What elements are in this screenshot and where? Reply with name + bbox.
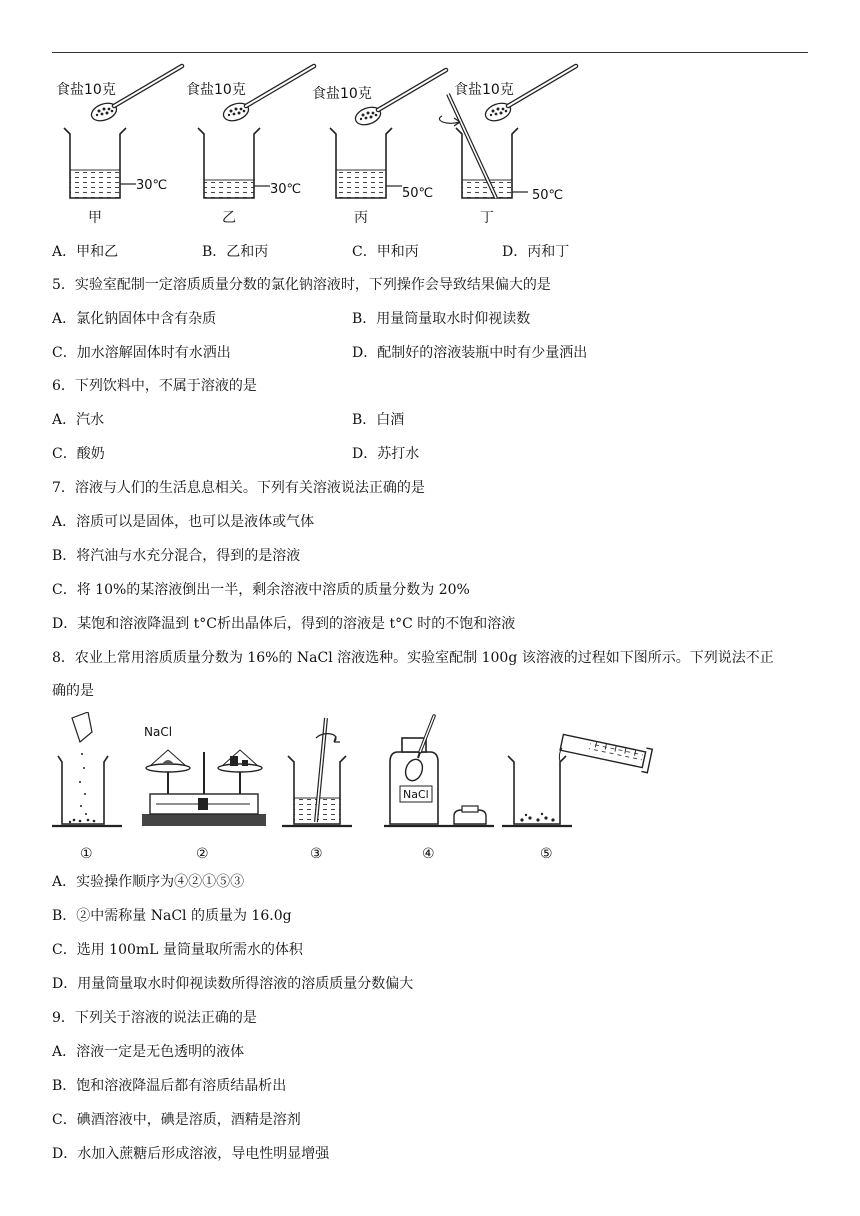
q6-option-c: C．酸奶 — [52, 446, 105, 462]
step5-pour-water — [502, 731, 652, 826]
q8-option-b: B．②中需称量 NaCl 的质量为 16.0g — [52, 908, 292, 924]
q8-stem-line2: 确的是 — [52, 683, 94, 699]
q6-option-d: D．苏打水 — [352, 446, 420, 462]
step-label: ⑤ — [540, 846, 553, 862]
q4-option-c: C．甲和丙 — [352, 244, 419, 260]
salt-label: 食盐10克 — [186, 82, 246, 98]
q5-option-c: C．加水溶解固体时有水洒出 — [52, 345, 231, 361]
q9-option-c: C．碘酒溶液中，碘是溶质，酒精是溶剂 — [52, 1112, 301, 1128]
salt-label: 食盐10克 — [56, 82, 116, 98]
q6-stem: 6．下列饮料中，不属于溶液的是 — [52, 378, 257, 394]
salt-label: 食盐10克 — [312, 86, 372, 102]
beaker-label: 甲 — [88, 210, 102, 226]
beaker-label: 丁 — [480, 210, 494, 226]
q4-option-a: A．甲和乙 — [52, 244, 119, 260]
nacl-procedure-figure — [50, 712, 660, 864]
q4-option-b: B．乙和丙 — [202, 244, 269, 260]
temp-label: 50℃ — [532, 188, 564, 203]
q9-stem: 9．下列关于溶液的说法正确的是 — [52, 1010, 257, 1026]
q6-option-a: A．汽水 — [52, 412, 105, 428]
q6-option-b: B．白酒 — [352, 412, 405, 428]
beaker-label: 乙 — [222, 210, 236, 226]
q5-option-b: B．用量筒量取水时仰视读数 — [352, 311, 531, 327]
q8-option-a: A．实验操作顺序为④②①⑤③ — [52, 874, 245, 890]
beaker-figure — [50, 60, 590, 230]
step1-pour-solid — [52, 712, 122, 826]
q5-option-a: A．氯化钠固体中含有杂质 — [52, 311, 217, 327]
beaker-figure-svg — [50, 60, 590, 230]
q7-stem: 7．溶液与人们的生活息息相关。下列有关溶液说法正确的是 — [52, 480, 425, 496]
beaker-label: 丙 — [354, 210, 368, 226]
step2-balance — [142, 750, 266, 826]
step4-reagent-bottle — [384, 716, 494, 826]
header-rule — [52, 52, 808, 53]
balance-nacl-label: NaCl — [144, 725, 173, 739]
q9-option-d: D．水加入蔗糖后形成溶液，导电性明显增强 — [52, 1146, 330, 1162]
q5-option-d: D．配制好的溶液装瓶中时有少量洒出 — [352, 345, 588, 361]
q8-option-c: C．选用 100mL 量筒量取所需水的体积 — [52, 942, 303, 958]
step-label: ④ — [422, 846, 435, 862]
q5-stem: 5．实验室配制一定溶质质量分数的氯化钠溶液时，下列操作会导致结果偏大的是 — [52, 277, 551, 293]
step-label: ③ — [310, 846, 323, 862]
q9-option-b: B．饱和溶液降温后都有溶质结晶析出 — [52, 1078, 287, 1094]
q9-option-a: A．溶液一定是无色透明的液体 — [52, 1044, 245, 1060]
q7-option-c: C．将 10%的某溶液倒出一半，剩余溶液中溶质的质量分数为 20% — [52, 582, 470, 598]
q8-option-d: D．用量筒量取水时仰视读数所得溶液的溶质质量分数偏大 — [52, 976, 414, 992]
salt-label: 食盐10克 — [454, 82, 514, 98]
temp-label: 30℃ — [270, 182, 302, 197]
q4-option-d: D．丙和丁 — [502, 244, 570, 260]
bottle-nacl-label: NaCl — [403, 788, 429, 801]
step-label: ① — [80, 846, 93, 862]
q7-option-b: B．将汽油与水充分混合，得到的是溶液 — [52, 548, 301, 564]
nacl-procedure-svg — [50, 712, 660, 864]
temp-label: 30℃ — [136, 178, 168, 193]
step-label: ② — [196, 846, 209, 862]
step3-stir — [282, 718, 352, 826]
q7-option-a: A．溶质可以是固体，也可以是液体或气体 — [52, 514, 315, 530]
q8-stem-line1: 8．农业上常用溶质质量分数为 16%的 NaCl 溶液选种。实验室配制 100g 该溶液的过程如下图所示。下列说法不正 — [52, 650, 774, 666]
temp-label: 50℃ — [402, 186, 434, 201]
q7-option-d: D．某饱和溶液降温到 t°C析出晶体后，得到的溶液是 t°C 时的不饱和溶液 — [52, 616, 516, 632]
